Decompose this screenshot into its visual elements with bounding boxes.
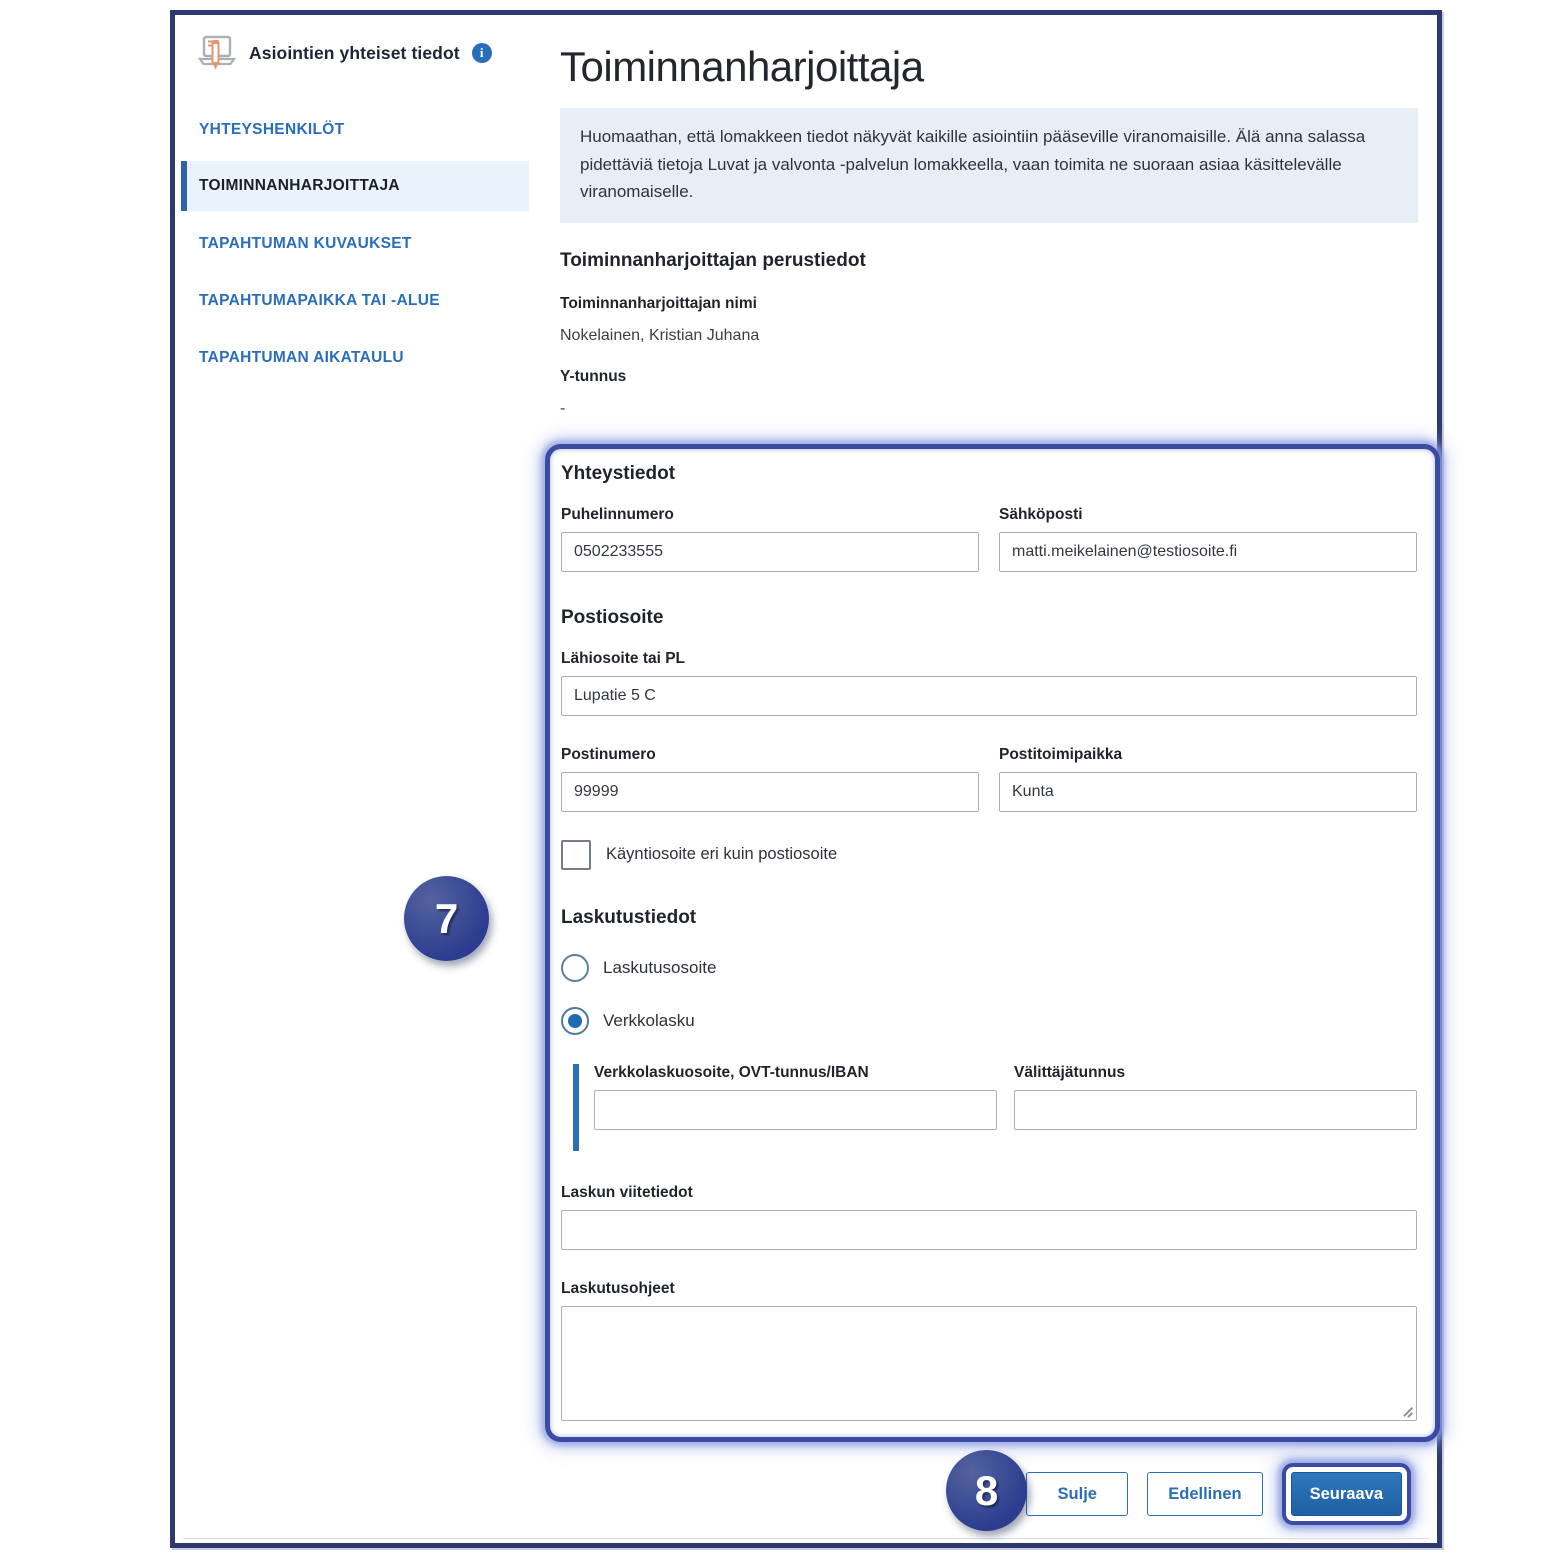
visiting-address-checkbox[interactable]	[561, 840, 591, 870]
sidebar-item-tapahtumapaikka[interactable]: TAPAHTUMAPAIKKA TAI -ALUE	[199, 291, 440, 309]
resize-grip-icon[interactable]	[1401, 1405, 1413, 1417]
footer-divider	[183, 1538, 1429, 1539]
sidebar-item-yhteyshenkilot[interactable]: YHTEYSHENKILÖT	[199, 120, 345, 138]
zip-label: Postinumero	[561, 745, 656, 763]
phone-input[interactable]	[561, 532, 979, 572]
city-label: Postitoimipaikka	[999, 745, 1123, 763]
operator-name-label: Toiminnanharjoittajan nimi	[560, 294, 757, 312]
main-content	[560, 43, 1418, 1442]
billing-address-radio-label: Laskutusosoite	[603, 957, 717, 977]
next-button-highlight-ring	[1282, 1463, 1411, 1525]
info-icon[interactable]: i	[472, 43, 492, 63]
einvoice-address-label: Verkkolaskuosoite, OVT-tunnus/IBAN	[594, 1063, 869, 1081]
email-input[interactable]	[999, 532, 1417, 572]
operator-id-input[interactable]	[1014, 1090, 1417, 1130]
page-title: Toiminnanharjoittaja	[560, 43, 924, 90]
next-button[interactable]: Seuraava	[1291, 1472, 1402, 1516]
billing-instructions-label: Laskutusohjeet	[561, 1279, 675, 1297]
callout-8-badge: 8	[946, 1450, 1027, 1531]
visiting-address-row	[561, 840, 1417, 870]
operator-id-label: Välittäjätunnus	[1014, 1063, 1126, 1081]
billing-heading: Laskutustiedot	[561, 906, 697, 928]
highlighted-form-region	[545, 444, 1440, 1442]
billing-option-row	[561, 1007, 1417, 1035]
sidebar-title: Asiointien yhteiset tiedot	[249, 42, 460, 63]
sidebar-item-tapahtuman-kuvaukset[interactable]: TAPAHTUMAN KUVAUKSET	[199, 234, 412, 252]
billing-option-row	[561, 954, 1417, 982]
postal-heading: Postiosoite	[561, 606, 664, 628]
invoice-reference-label: Laskun viitetiedot	[561, 1183, 693, 1201]
callout-7-badge: 7	[404, 876, 489, 961]
einvoice-radio-label: Verkkolasku	[603, 1010, 695, 1030]
sidebar	[181, 29, 529, 386]
einvoice-address-input[interactable]	[594, 1090, 997, 1130]
contact-heading: Yhteystiedot	[561, 462, 676, 484]
sidebar-item-toiminnanharjoittaja[interactable]: TOIMINNANHARJOITTAJA	[181, 161, 529, 211]
previous-button[interactable]: Edellinen	[1147, 1472, 1262, 1516]
invoice-reference-input[interactable]	[561, 1210, 1417, 1250]
street-input[interactable]	[561, 676, 1417, 716]
einvoice-radio[interactable]	[561, 1007, 589, 1035]
sidebar-item-tapahtuman-aikataulu[interactable]: TAPAHTUMAN AIKATAULU	[199, 348, 404, 366]
city-input[interactable]	[999, 772, 1417, 812]
basic-info-heading: Toiminnanharjoittajan perustiedot	[560, 249, 866, 271]
billing-address-radio[interactable]	[561, 954, 589, 982]
app-window	[170, 10, 1442, 1548]
billing-instructions-textarea[interactable]	[561, 1306, 1417, 1421]
phone-label: Puhelinnumero	[561, 505, 674, 523]
close-button[interactable]: Sulje	[1026, 1472, 1128, 1516]
laptop-pencil-icon	[197, 35, 237, 71]
sidebar-nav	[181, 101, 529, 386]
footer-button-bar	[1026, 1463, 1411, 1525]
basic-info-section	[560, 250, 1418, 418]
business-id-value: -	[560, 399, 566, 417]
zip-input[interactable]	[561, 772, 979, 812]
email-label: Sähköposti	[999, 505, 1083, 523]
visiting-address-label: Käyntiosoite eri kuin postiosoite	[606, 845, 838, 864]
street-label: Lähiosoite tai PL	[561, 649, 686, 667]
business-id-label: Y-tunnus	[560, 367, 627, 385]
sidebar-header	[181, 29, 529, 77]
einvoice-subsection	[573, 1064, 1417, 1151]
notice-box: Huomaathan, että lomakkeen tiedot näkyvät kaikille asiointiin pääseville viranomaisille. Älä anna salassa pidettäviä tietoja Luvat ja valvonta -palvelun lomakkeella, vaan toimita ne suoraan asiaa käsittelevälle viranomaiselle.	[560, 108, 1418, 223]
operator-name-value: Nokelainen, Kristian Juhana	[560, 326, 760, 344]
